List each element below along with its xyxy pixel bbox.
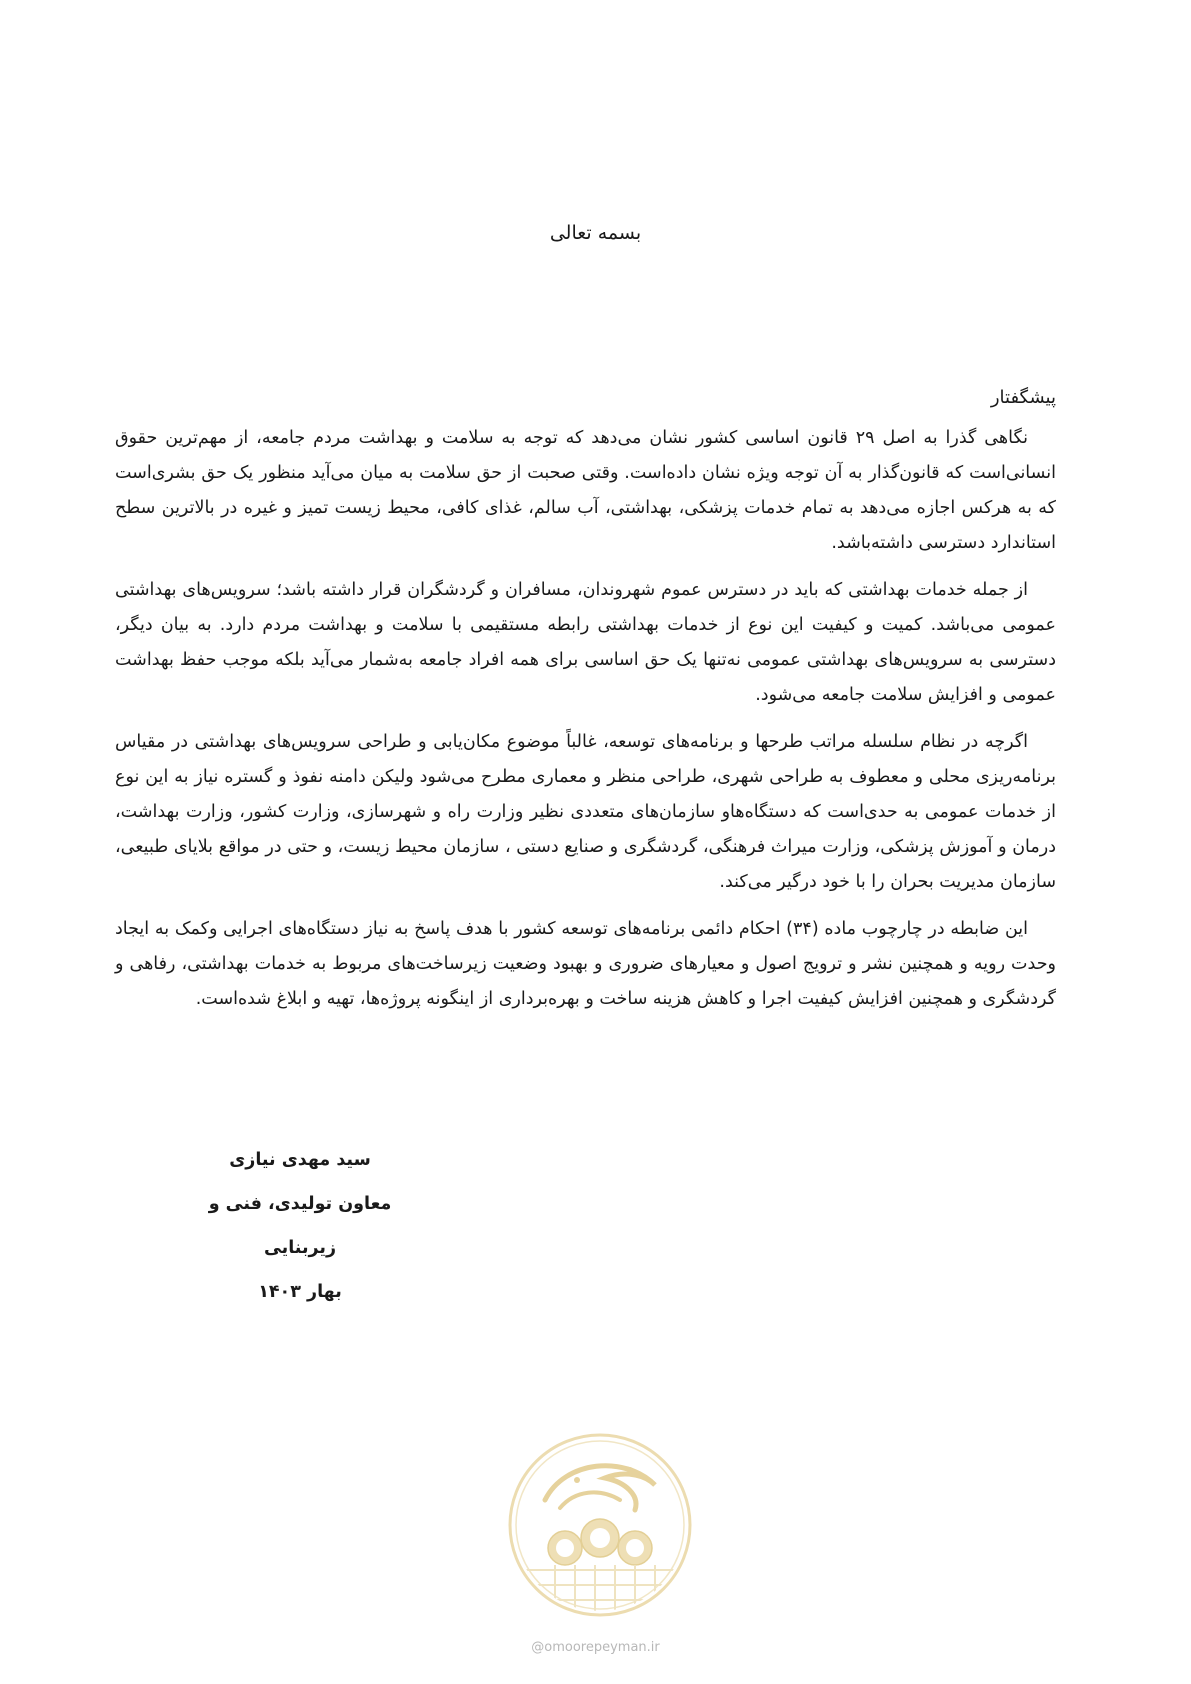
foreword-paragraph-1: نگاهی گذرا به اصل ۲۹ قانون اساسی کشور نشان می‌دهد که توجه به سلامت و بهداشت مردم جامعه، از مهم‌ترین حقوق انسانی‌است که قانون‌گذار به آن توجه ویژه نشان داده‌است. وقتی صحبت از حق سلامت به میان می‌آید منظور یک حق بشری‌است که به هرکس اجازه می‌دهد به تمام خدمات پزشکی، بهداشتی، آب سالم، غذای کافی، محیط زیست تمیز و غیره در بالاترین سطح استاندارد دسترسی داشته‌باشد. bbox=[115, 428, 1056, 553]
signature-date: بهار ۱۴۰۳ bbox=[258, 1282, 342, 1302]
foreword-paragraph-2: از جمله خدمات بهداشتی که باید در دسترس عموم شهروندان، مسافران و گردشگران قرار داشته باشد؛ سرویس‌های بهداشتی عمومی می‌باشد. کمیت و کیفیت این نوع از خدمات بهداشتی رابطه مستقیمی با سلامت و بهداشت مردم دارد. به بیان دیگر، دسترسی به سرویس‌های بهداشتی عمومی نه‌تنها یک حق اساسی برای همه افراد جامعه به‌شمار می‌آید بلکه موجب حفظ بهداشت عمومی و افزایش سلامت جامعه می‌شود. bbox=[115, 580, 1056, 705]
signatory-title: معاون تولیدی، فنی و زیربنایی bbox=[208, 1194, 392, 1258]
signatory-name: سید مهدی نیازی bbox=[229, 1150, 371, 1170]
watermark-website: @omoorepeyman.ir bbox=[531, 1640, 660, 1655]
foreword-section bbox=[115, 380, 1056, 1029]
basmala-header: بسمه تعالی bbox=[549, 222, 642, 244]
foreword-paragraph-3: اگرچه در نظام سلسله مراتب طرحها و برنامه‌های توسعه، غالباً موضوع مکان‌یابی و طراحی سرویس‌های بهداشتی در مقیاس برنامه‌ریزی محلی و معطوف به طراحی شهری، طراحی منظر و معماری مطرح می‌شود ولیکن دامنه نفوذ و گستره نیاز به این نوع از خدمات عمومی به حدی‌است که دستگاه‌هاو سازمان‌های متعددی نظیر وزارت راه و شهرسازی، وزارت کشور، وزارت بهداشت، درمان و آموزش پزشکی، وزارت میراث فرهنگی، گردشگری و صنایع دستی ، سازمان محیط زیست، و حتی در مواقع بلایای طبیعی، سازمان مدیریت بحران را با خود درگیر می‌کند. bbox=[115, 732, 1056, 892]
foreword-heading: پیشگفتار bbox=[990, 387, 1056, 408]
foreword-paragraph-4: این ضابطه در چارچوب ماده (۳۴) احکام دائمی برنامه‌های توسعه کشور با هدف پاسخ به نیاز دستگاه‌های اجرایی وکمک به ایجاد وحدت رویه و همچنین نشر و ترویج اصول و معیارهای ضروری و بهبود وضعیت زیرساخت‌های مربوط به خدمات بهداشتی، رفاهی و گردشگری و همچنین افزایش کیفیت اجرا و کاهش هزینه ساخت و بهره‌برداری از اینگونه پروژه‌ها، تهیه و ابلاغ شده‌است. bbox=[115, 919, 1056, 1009]
watermark-stamp-logo bbox=[505, 1430, 695, 1620]
signature-block bbox=[170, 1138, 430, 1314]
